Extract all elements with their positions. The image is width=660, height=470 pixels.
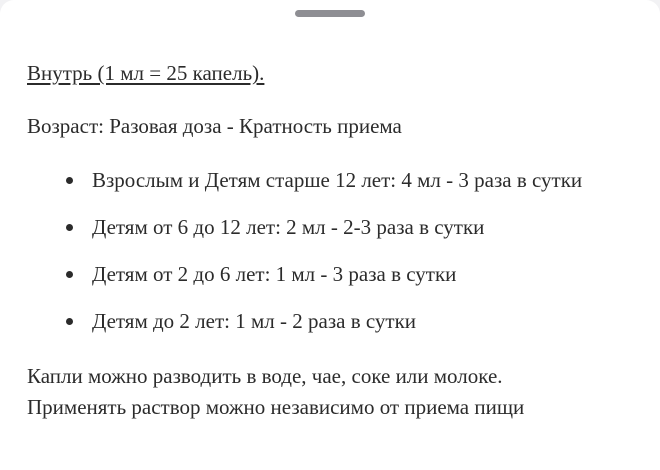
dose-text: Детям от 2 до 6 лет: 1 мл - 3 раза в сутки [92,262,457,286]
dose-item-2-6 [66,259,652,290]
bullet-icon [66,177,73,184]
bullet-icon [66,224,73,231]
usage-note-line: Применять раствор можно независимо от приема пищи [27,395,525,419]
sheet-drag-handle[interactable] [295,10,365,17]
bullet-icon [66,271,73,278]
dose-item-under-2 [66,306,652,337]
dose-item-adults [66,165,652,196]
dose-table-header: Возраст: Разовая доза - Кратность приема [27,114,402,138]
usage-note-line: Капли можно разводить в воде, чае, соке или молоке. [27,364,503,388]
dose-text: Детям до 2 лет: 1 мл - 2 раза в сутки [92,309,417,333]
dosage-instructions [27,58,652,423]
dose-text: Детям от 6 до 12 лет: 2 мл - 2-3 раза в сутки [92,215,485,239]
usage-note [27,361,652,423]
dose-item-6-12 [66,212,652,243]
bullet-icon [66,318,73,325]
section-heading: Внутрь (1 мл = 25 капель). [27,61,265,85]
dose-text: Взрослым и Детям старше 12 лет: 4 мл - 3 раза в сутки [92,168,583,192]
dose-list [27,165,652,337]
